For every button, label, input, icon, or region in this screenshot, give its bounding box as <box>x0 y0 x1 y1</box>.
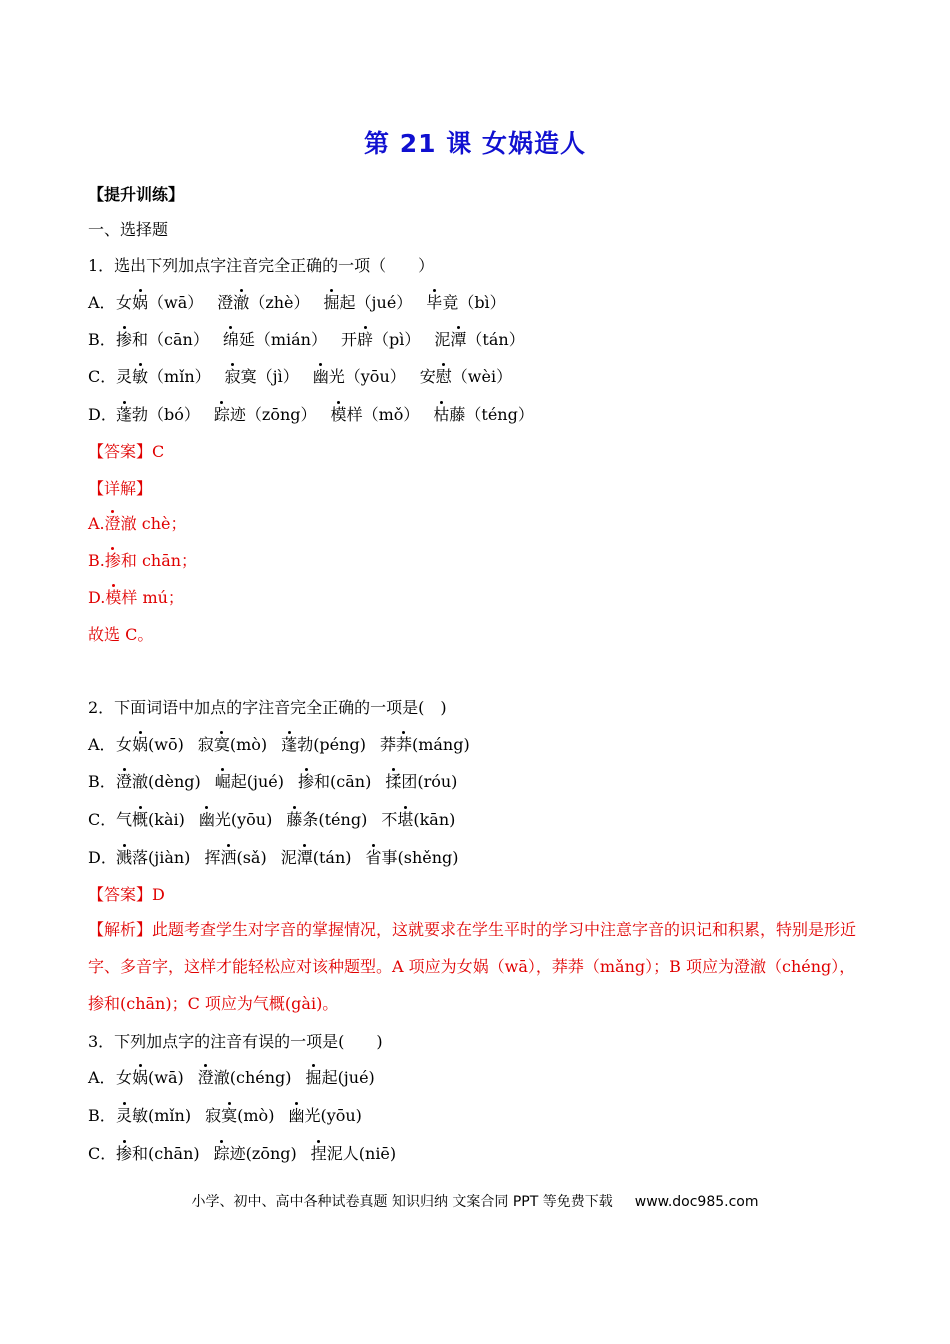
option-term <box>281 848 352 868</box>
term-text: 敏(mǐn) <box>132 1106 192 1125</box>
q1-conclusion: 故选 C。 <box>88 625 154 644</box>
dotted-char: 洒 <box>220 848 237 867</box>
term-text: 寂 <box>205 1106 222 1125</box>
dotted-char: 溅 <box>116 848 133 867</box>
term-text: 起(jué) <box>230 772 285 791</box>
option-term <box>116 367 211 387</box>
term-text: （tán） <box>466 330 525 349</box>
q1-answer: 【答案】C <box>88 442 165 461</box>
option-term <box>281 735 366 755</box>
option-term <box>286 810 367 830</box>
option-term <box>116 405 200 425</box>
term-text: 团(róu) <box>401 772 458 791</box>
option-term <box>434 330 524 350</box>
dotted-char: 辟 <box>357 330 374 349</box>
term-text: (tán) <box>312 848 352 867</box>
dotted-char: 寞 <box>221 1106 238 1125</box>
detail-text: 样 mú； <box>121 588 184 607</box>
dotted-char: 毕 <box>426 293 443 312</box>
q1-detail-a <box>88 514 186 534</box>
dotted-char: 潭 <box>450 330 467 349</box>
option-term <box>331 405 420 425</box>
term-text: 灵 <box>116 367 133 386</box>
option-term <box>214 1144 297 1164</box>
term-text: 开 <box>340 330 357 349</box>
dotted-char: 捏 <box>310 1144 327 1163</box>
dotted-char: 娲 <box>132 293 149 312</box>
q1-detail-b <box>88 551 197 571</box>
term-text: 澄 <box>217 293 234 312</box>
detail-text: 澈 chè； <box>120 514 187 533</box>
option-term <box>420 367 512 387</box>
term-text: （zhè） <box>249 293 310 312</box>
page-footer <box>0 1191 950 1211</box>
option-term <box>225 367 299 387</box>
option-term <box>116 1106 191 1126</box>
term-text: 女 <box>116 293 133 312</box>
term-text: 澈(dèng) <box>132 772 201 791</box>
dotted-char: 掺 <box>298 772 315 791</box>
term-text: 光(yōu) <box>304 1106 362 1125</box>
dotted-char: 蓬 <box>281 735 298 754</box>
detail-prefix: A. <box>88 514 105 533</box>
term-text: 起（jué） <box>339 293 413 312</box>
dotted-char: 掘 <box>323 293 340 312</box>
option-term <box>116 735 184 755</box>
dotted-char: 寂 <box>224 367 241 386</box>
dotted-char: 莽 <box>395 735 412 754</box>
option-term <box>116 1144 200 1164</box>
term-text: 竟（bì） <box>442 293 506 312</box>
term-text: 莽 <box>379 735 396 754</box>
q2-option-d <box>88 848 473 868</box>
term-text: (mò) <box>237 1106 275 1125</box>
q1-detail-d <box>88 588 184 608</box>
term-text: 光(yōu) <box>214 810 273 829</box>
dotted-char: 崛 <box>214 772 231 791</box>
dotted-char: 澄 <box>104 514 121 533</box>
option-label: A． <box>88 735 116 754</box>
dotted-char: 掘 <box>305 1068 322 1087</box>
q2-stem: 2．下面词语中加点的字注音完全正确的一项是( ) <box>88 698 447 717</box>
option-term <box>366 848 459 868</box>
option-term <box>306 1068 375 1088</box>
option-term <box>298 772 371 792</box>
q3-stem: 3．下列加点字的注音有误的一项是( ) <box>88 1032 383 1051</box>
dotted-char: 敏 <box>132 367 149 386</box>
dotted-char: 幽 <box>198 810 215 829</box>
option-term <box>116 772 201 792</box>
option-label: D． <box>88 848 117 867</box>
option-term <box>116 1068 184 1088</box>
term-text: 起(jué) <box>321 1068 375 1087</box>
term-text: 安 <box>419 367 436 386</box>
option-term <box>426 293 505 313</box>
term-text: 勃（bó） <box>132 405 200 424</box>
dotted-char: 潭 <box>296 848 313 867</box>
option-term <box>385 772 457 792</box>
option-label: B． <box>88 330 116 349</box>
term-text: (mò) <box>229 735 268 754</box>
dotted-char: 澈 <box>233 293 250 312</box>
q1-option-d <box>88 405 548 425</box>
dotted-char: 绵 <box>222 330 239 349</box>
term-text: 藤（téng） <box>449 405 534 424</box>
term-text: 泥人(niē) <box>326 1144 397 1163</box>
dotted-char: 堪 <box>397 810 414 829</box>
option-term <box>198 1068 292 1088</box>
option-label: B． <box>88 1106 116 1125</box>
section-heading: 【提升训练】 <box>88 185 185 204</box>
term-text: 延（mián） <box>238 330 327 349</box>
option-term <box>116 810 185 830</box>
option-term <box>198 735 267 755</box>
option-label: C． <box>88 1144 117 1163</box>
option-label: A． <box>88 293 116 312</box>
term-text: （mǐn） <box>148 367 211 386</box>
term-text: 迹（zōng） <box>229 405 317 424</box>
term-text: 落(jiàn) <box>132 848 191 867</box>
term-text: (wō) <box>148 735 184 754</box>
term-text: (kài) <box>148 810 185 829</box>
option-term <box>311 1144 396 1164</box>
q2-answer: 【答案】D <box>88 885 165 904</box>
option-label: A． <box>88 1068 116 1087</box>
dotted-char: 藤 <box>286 810 303 829</box>
option-term <box>214 405 317 425</box>
dotted-char: 幽 <box>312 367 329 386</box>
dotted-char: 踪 <box>213 405 230 424</box>
term-text: 和(cān) <box>314 772 372 791</box>
option-label: C． <box>88 367 117 386</box>
term-text: 样（mǒ） <box>346 405 420 424</box>
page-title: 第 21 课 女娲造人 <box>364 129 586 158</box>
option-label: D． <box>88 405 117 424</box>
option-label: C． <box>88 810 117 829</box>
dotted-char: 娲 <box>132 1068 149 1087</box>
dotted-char: 澄 <box>116 772 133 791</box>
term-text: 迹(zōng) <box>229 1144 297 1163</box>
part-heading: 一、选择题 <box>88 220 169 239</box>
q2-analysis: 【解析】此题考查学生对字音的掌握情况，这就要求在学生平时的学习中注意字音的识记和积累，特别是形近字、多音字，这样才能轻松应对该种题型。A 项应为女娲（wā），莽莽（mǎng）；B 项应为澄澈（chéng），掺和(chān)；C 项应为气概(gài)。 <box>88 920 857 1013</box>
term-text: 和（cān） <box>132 330 209 349</box>
option-term <box>116 293 203 313</box>
q1-option-b <box>88 330 539 350</box>
dotted-char: 慰 <box>435 367 452 386</box>
dotted-char: 枯 <box>433 405 450 424</box>
dotted-char: 概 <box>132 810 149 829</box>
option-term <box>288 1106 361 1126</box>
option-term <box>217 293 309 313</box>
q3-option-c <box>88 1144 410 1164</box>
q1-detail-label: 【详解】 <box>88 479 153 498</box>
option-term <box>205 1106 274 1126</box>
term-text: 女 <box>116 1068 133 1087</box>
term-text: 寂 <box>197 735 214 754</box>
term-text: (sǎ) <box>236 848 267 867</box>
term-text: 澈(chéng) <box>213 1068 292 1087</box>
dotted-char: 蓬 <box>116 405 133 424</box>
option-term <box>199 810 272 830</box>
option-term <box>341 330 420 350</box>
option-term <box>324 293 413 313</box>
term-text: （wèi） <box>451 367 513 386</box>
q2-option-a <box>88 735 484 755</box>
q1-option-a <box>88 293 520 313</box>
dotted-char: 幽 <box>288 1106 305 1125</box>
footer-text: 小学、初中、高中各种试卷真题 知识归纳 文案合同 PPT 等免费下载 <box>191 1194 613 1210</box>
q1-option-c <box>88 367 526 387</box>
detail-text: 和 chān； <box>120 551 198 570</box>
option-term <box>433 405 533 425</box>
term-text: 寞（jì） <box>240 367 299 386</box>
term-text: 事(shěng) <box>381 848 459 867</box>
q2-option-c <box>88 810 469 830</box>
term-text: 勃(péng) <box>297 735 366 754</box>
option-term <box>116 848 190 868</box>
term-text: 泥 <box>280 848 297 867</box>
dotted-char: 省 <box>365 848 382 867</box>
term-text: 挥 <box>204 848 221 867</box>
dotted-char: 踪 <box>213 1144 230 1163</box>
dotted-char: 揉 <box>385 772 402 791</box>
dotted-char: 模 <box>105 588 122 607</box>
option-term <box>223 330 327 350</box>
dotted-char: 娲 <box>132 735 149 754</box>
term-text: 不 <box>381 810 398 829</box>
dotted-char: 澄 <box>197 1068 214 1087</box>
detail-prefix: D. <box>88 588 106 607</box>
q3-option-a <box>88 1068 389 1088</box>
term-text: 女 <box>116 735 133 754</box>
option-term <box>381 810 455 830</box>
option-term <box>116 330 209 350</box>
term-text: (máng) <box>411 735 470 754</box>
term-text: 气 <box>116 810 133 829</box>
q1-stem: 1．选出下列加点字注音完全正确的一项（ ） <box>88 256 435 275</box>
detail-prefix: B. <box>88 551 105 570</box>
dotted-char: 模 <box>330 405 347 424</box>
term-text: （wā） <box>148 293 204 312</box>
q2-option-b <box>88 772 471 792</box>
q3-option-b <box>88 1106 376 1126</box>
option-term <box>215 772 284 792</box>
footer-url[interactable]: www.doc985.com <box>634 1194 759 1210</box>
option-term <box>313 367 406 387</box>
dotted-char: 掺 <box>116 330 133 349</box>
term-text: 泥 <box>434 330 451 349</box>
dotted-char: 掺 <box>104 551 121 570</box>
dotted-char: 灵 <box>116 1106 133 1125</box>
dotted-char: 寞 <box>213 735 230 754</box>
term-text: 条(téng) <box>302 810 368 829</box>
dotted-char: 掺 <box>116 1144 133 1163</box>
term-text: 光（yōu） <box>328 367 406 386</box>
term-text: 和(chān) <box>132 1144 200 1163</box>
term-text: （pì） <box>373 330 421 349</box>
option-term <box>380 735 470 755</box>
term-text: (kān) <box>413 810 456 829</box>
option-label: B． <box>88 772 116 791</box>
term-text: (wā) <box>148 1068 184 1087</box>
option-term <box>204 848 266 868</box>
